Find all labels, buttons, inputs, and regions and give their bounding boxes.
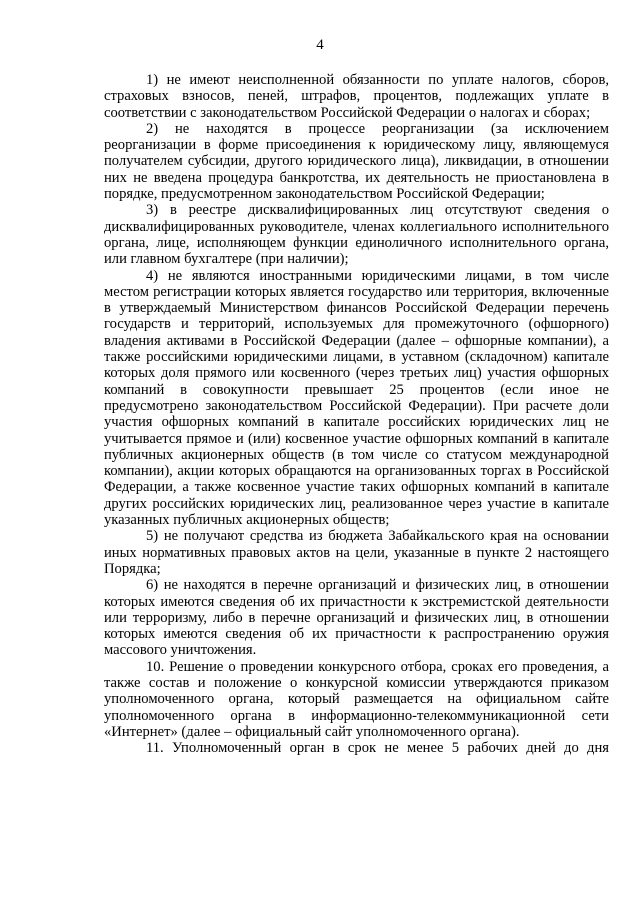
paragraph-condition-4: 4) не являются иностранными юридическими лицами, в том числе местом регистрации которых является государство или территория, включенные в утверждаемый Министерством финансов Российской Федерации перечень государств и территорий, используемых для промежуточного (офшорного) владения активами в Российской Федерации (далее – офшорные компании), а также российскими юридическими лицами, в уставном (складочном) капитале которых доля прямого или косвенного (через третьих лиц) участия офшорных компаний в совокупности превышает 25 процентов (если иное не предусмотрено законодательством Российской Федерации). При расчете доли участия офшорных компаний в капитале российских юридических лиц не учитывается прямое и (или) косвенное участие офшорных компаний в капитале публичных акционерных обществ (в том числе со статусом международной компании), акции которых обращаются на организованных торгах в Российской Федерации, а также косвенное участие таких офшорных компаний в капитале других российских юридических лиц, реализованное через участие в капитале указанных публичных акционерных обществ; [104,267,609,529]
paragraph-condition-2: 2) не находятся в процессе реорганизации (за исключением реорганизации в форме присоединения к юридическому лицу, являющемуся получателем субсидии, другого юридического лица), ликвидации, в отношении них не введена процедура банкротства, их деятельность не приостановлена в порядке, предусмотренном законодательством Российской Федерации; [104,120,609,203]
document-body [104,72,609,756]
page-number: 4 [316,37,324,53]
paragraph-condition-3: 3) в реестре дисквалифицированных лиц отсутствуют сведения о дисквалифицированных руководителе, членах коллегиального исполнительного органа, лице, исполняющем функции единоличного исполнительного органа, или главном бухгалтере (при наличии); [104,202,609,268]
paragraph-condition-6: 6) не находятся в перечне организаций и физических лиц, в отношении которых имеются сведения об их причастности к экстремистской деятельности или терроризму, либо в перечне организаций и физических лиц, в отношении которых имеются сведения об их причастности к распространению оружия массового уничтожения. [104,577,609,659]
paragraph-condition-5: 5) не получают средства из бюджета Забайкальского края на основании иных нормативных правовых актов на цели, указанные в пункте 2 настоящего Порядка; [104,528,609,577]
paragraph-clause-10: 10. Решение о проведении конкурсного отбора, сроках его проведения, а также состав и положение о конкурсной комиссии утверждаются приказом уполномоченного органа, который размещается на официальном сайте уполномоченного органа в информационно-телекоммуникационной сети «Интернет» (далее – официальный сайт уполномоченного органа). [104,658,609,740]
paragraph-clause-11: 11. Уполномоченный орган в срок не менее 5 рабочих дней до дня [146,740,609,757]
paragraph-condition-1: 1) не имеют неисполненной обязанности по уплате налогов, сборов, страховых взносов, пеней, штрафов, процентов, подлежащих уплате в соответствии с законодательством Российской Федерации о налогах и сборах; [104,72,609,121]
